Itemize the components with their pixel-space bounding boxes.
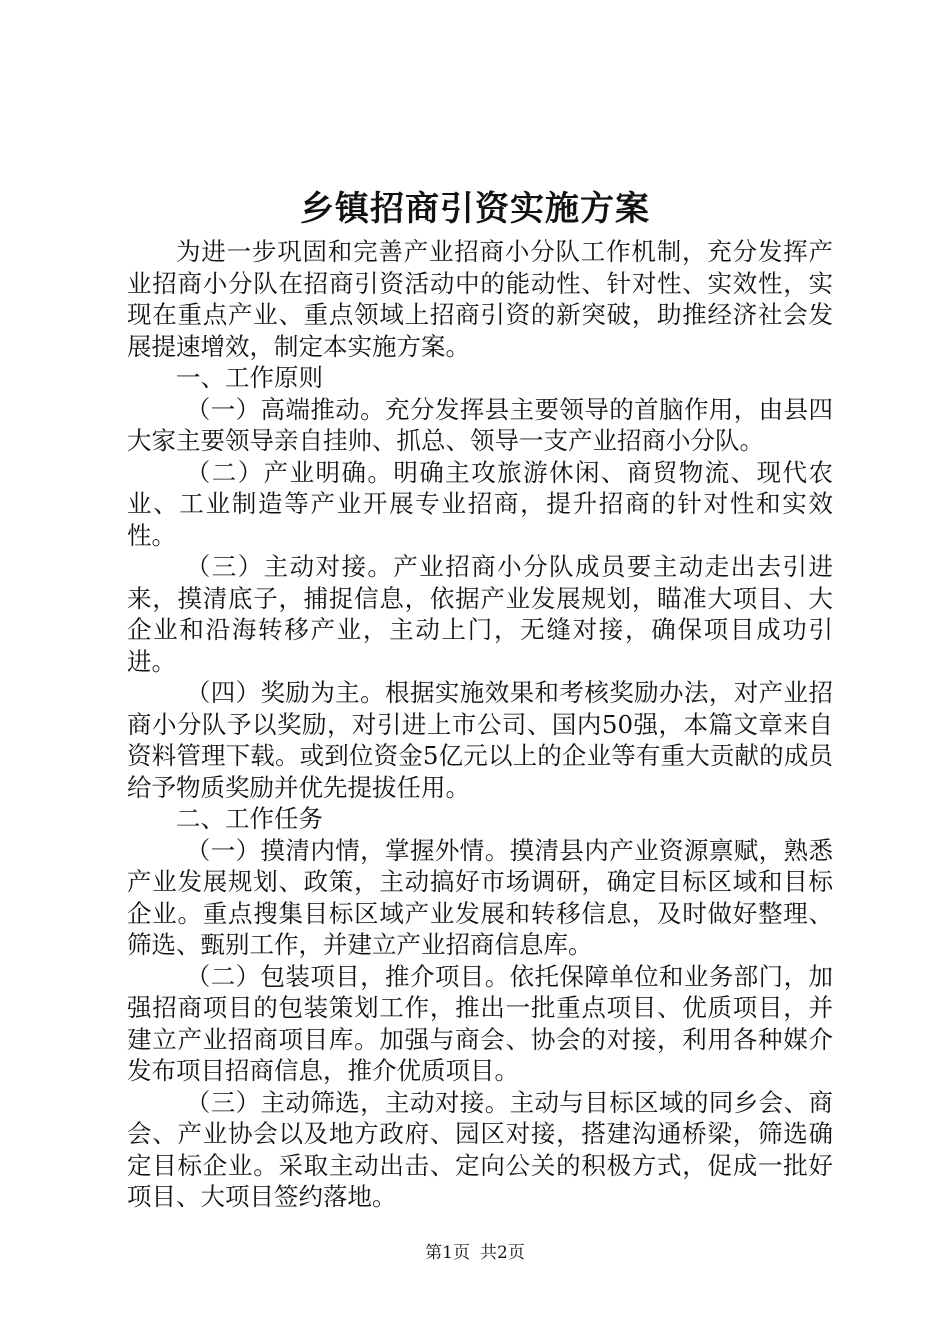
task-item-2: （二）包装项目，推介项目。依托保障单位和业务部门，加强招商项目的包装策划工作，推出一批重点项目、优质项目，并建立产业招商项目库。加强与商会、协会的对接，利用各种媒介发布项目招商信息，推介优质项目。 (127, 961, 833, 1085)
section-heading-principles: 一、工作原则 (176, 363, 323, 392)
task-item-1: （一）摸清内情，掌握外情。摸清县内产业资源禀赋，熟悉产业发展规划、政策，主动搞好市场调研，确定目标区域和目标企业。重点搜集目标区域产业发展和转移信息，及时做好整理、筛选、甄别工作，并建立产业招商信息库。 (127, 835, 833, 959)
page-number: 第1页 (425, 1243, 470, 1263)
principle-item-4: （四）奖励为主。根据实施效果和考核奖励办法，对产业招商小分队予以奖励，对引进上市公司、国内50强，本篇文章来自资料管理下载。或到位资金5亿元以上的企业等有重大贡献的成员给予物质奖励并优先提拔任用。 (127, 678, 833, 802)
intro-paragraph: 为进一步巩固和完善产业招商小分队工作机制，充分发挥产业招商小分队在招商引资活动中的能动性、针对性、实效性，实现在重点产业、重点领域上招商引资的新突破，助推经济社会发展提速增效，制定本实施方案。 (127, 237, 833, 361)
document-body (127, 236, 833, 1213)
principle-item-1: （一）高端推动。充分发挥县主要领导的首脑作用，由县四大家主要领导亲自挂帅、抓总、领导一支产业招商小分队。 (127, 394, 833, 455)
principle-item-2: （二）产业明确。明确主攻旅游休闲、商贸物流、现代农业、工业制造等产业开展专业招商，提升招商的针对性和实效性。 (127, 457, 833, 550)
principle-item-3: （三）主动对接。产业招商小分队成员要主动走出去引进来，摸清底子，捕捉信息，依据产业发展规划，瞄准大项目、大企业和沿海转移产业，主动上门，无缝对接，确保项目成功引进。 (127, 552, 833, 676)
section-heading-tasks: 二、工作任务 (176, 804, 323, 833)
document-title: 乡镇招商引资实施方案 (300, 189, 650, 229)
page-footer (0, 1241, 950, 1265)
task-item-3: （三）主动筛选，主动对接。主动与目标区域的同乡会、商会、产业协会以及地方政府、园区对接，搭建沟通桥梁，筛选确定目标企业。采取主动出击、定向公关的积极方式，促成一批好项目、大项目签约落地。 (127, 1087, 833, 1211)
page-total: 共2页 (480, 1243, 525, 1263)
